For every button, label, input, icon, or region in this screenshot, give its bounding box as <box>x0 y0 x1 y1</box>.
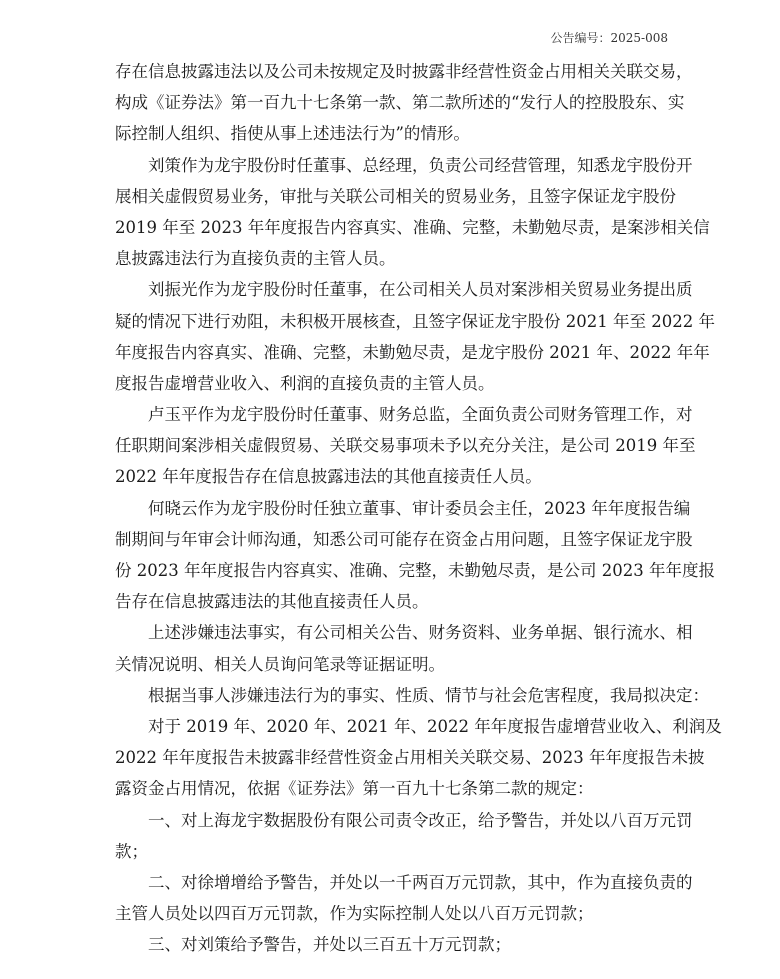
text-line: 年度报告内容真实、准确、完整，未勤勉尽责，是龙宇股份 2021 年、2022 年年 <box>115 342 710 362</box>
text-line: 2019 年至 2023 年年度报告内容真实、准确、完整，未勤勉尽责，是案涉相关信 <box>115 217 710 237</box>
text-line: 展相关虚假贸易业务，审批与关联公司相关的贸易业务，且签字保证龙宇股份 <box>115 186 676 206</box>
text-line: 刘振光作为龙宇股份时任董事，在公司相关人员对案涉相关贸易业务提出质 <box>148 280 693 300</box>
text-line: 制期间与年审会计师沟通，知悉公司可能存在资金占用问题，且签字保证龙宇股 <box>115 529 693 549</box>
text-line: 度报告虚增营业收入、利润的直接负责的主管人员。 <box>115 373 495 393</box>
text-line: 上述涉嫌违法事实，有公司相关公告、财务资料、业务单据、银行流水、相 <box>148 623 693 643</box>
text-line: 一、对上海龙宇数据股份有限公司责令改正，给予警告，并处以八百万元罚 <box>148 810 693 830</box>
text-line: 款； <box>115 841 148 861</box>
text-line: 任职期间案涉相关虚假贸易、关联交易事项未予以充分关注，是公司 2019 年至 <box>115 436 696 456</box>
text-line: 三、对刘策给予警告，并处以三百五十万元罚款； <box>148 935 511 955</box>
text-line: 关情况说明、相关人员询问笔录等证据证明。 <box>115 654 445 674</box>
text-line: 份 2023 年年度报告内容真实、准确、完整，未勤勉尽责，是公司 2023 年年度报 <box>115 561 715 580</box>
text-line: 息披露违法行为直接负责的主管人员。 <box>115 249 396 269</box>
text-line: 卢玉平作为龙宇股份时任董事、财务总监，全面负责公司财务管理工作，对 <box>148 405 693 425</box>
text-line: 2022 年年度报告未披露非经营性资金占用相关关联交易、2023 年年度报告未披 <box>115 748 705 768</box>
text-line: 何晓云作为龙宇股份时任独立董事、审计委员会主任，2023 年年度报告编 <box>148 498 691 518</box>
text-line: 告存在信息披露违法的其他直接责任人员。 <box>115 592 429 612</box>
text-line: 存在信息披露违法以及公司未按规定及时披露非经营性资金占用相关关联交易， <box>115 62 693 81</box>
document-body <box>115 56 722 960</box>
text-line: 对于 2019 年、2020 年、2021 年、2022 年年度报告虚增营业收入、利润及 <box>148 716 722 736</box>
text-line: 二、对徐增增给予警告，并处以一千两百万元罚款，其中，作为直接负责的 <box>148 872 693 892</box>
text-line: 疑的情况下进行劝阻，未积极开展核查，且签字保证龙宇股份 2021 年至 2022 年 <box>115 311 715 331</box>
text-line: 根据当事人涉嫌违法行为的事实、性质、情节与社会危害程度，我局拟决定： <box>148 685 709 705</box>
text-line: 2022 年年度报告存在信息披露违法的其他直接责任人员。 <box>115 467 542 487</box>
text-line: 主管人员处以四百万元罚款，作为实际控制人处以八百万元罚款； <box>115 904 594 924</box>
text-line: 刘策作为龙宇股份时任董事、总经理，负责公司经营管理，知悉龙宇股份开 <box>148 155 693 175</box>
text-line: 际控制人组织、指使从事上述违法行为”的情形。 <box>115 124 470 144</box>
text-line: 构成《证券法》第一百九十七条第一款、第二款所述的“发行人的控股股东、实 <box>115 93 685 113</box>
announcement-number: 公告编号：2025-008 <box>550 31 668 45</box>
text-line: 露资金占用情况，依据《证券法》第一百九十七条第二款的规定： <box>115 779 594 799</box>
